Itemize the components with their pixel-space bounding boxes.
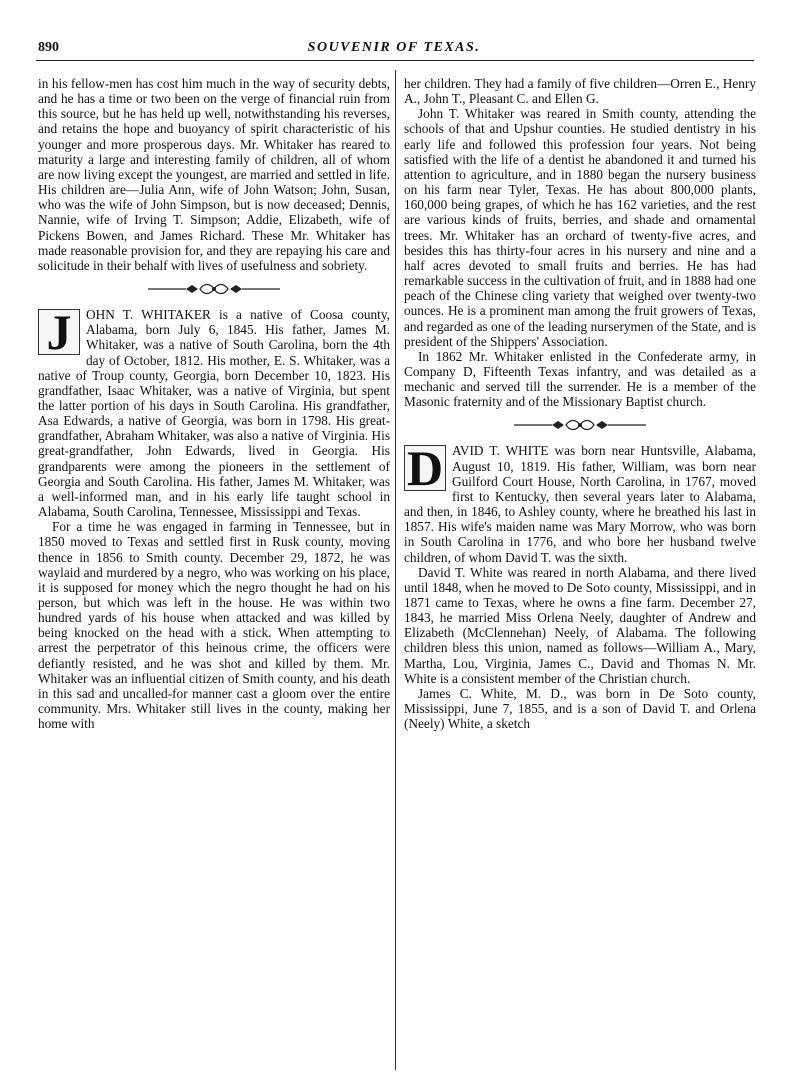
biography-david-white [404,440,756,565]
subject-name: OHN T. WHITAKER [86,307,211,323]
biography-john-whitaker [38,304,390,520]
paragraph: her children. They had a family of five children—Orren E., Henry A., John T., Pleasant C. and Ellen G. [404,76,756,107]
floral-divider-icon [404,418,756,432]
paragraph: John T. Whitaker was reared in Smith county, attending the schools of that and Upshur counties. He studied dentistry in his early life and followed this profession four years. Not being satisfied with the life of a dentist he abandoned it and turned his attention to agriculture, and in 1880 began the nursery business on his farm near Tyler, Texas. He has about 800,000 plants, 160,000 being grapes, of which he has 162 varieties, and the rest are various kinds of fruits, berries, and shade and ornamental trees. Mr. Whitaker has an orchard of twenty-five acres, and besides this has thirty-four acres in his nursery and nine and a half acres devoted to small fruits and berries. He has had remarkable success in the cultivation of fruit, and in 1888 had one peach of the Chinese cling variety that weighed over twenty-two ounces. He is a prominent man among the fruit growers of Texas, and regarded as one of the leading nurserymen of the State, and is president of the Shippers' Association. [404,106,756,349]
paragraph: In 1862 Mr. Whitaker enlisted in the Confederate army, in Company D, Fifteenth Texas infantry, and was detailed as a mechanic and served till the surrender. He is a member of the Masonic fraternity and of the Missionary Baptist church. [404,348,756,410]
right-column [404,76,756,731]
paragraph: For a time he was engaged in farming in Tennessee, but in 1850 moved to Texas and settled first in Rusk county, moving thence in 1856 to Smith county. December 29, 1872, he was waylaid and murdered by a negro, who was working on his place, it is supposed for money which the negro thought he had on his person, but which was left in the house. He was within two hundred yards of his house when attacked and was killed by being knocked on the head with a stick. When attempting to arrest the perpetrator of this heinous crime, the officers were defiantly resisted, and he was shot and killed by them. Mr. Whitaker was an influential citizen of Smith county, and his death in this sad and uncalled-for manner cast a gloom over the entire community. Mrs. Whitaker still lives in the county, making her home with [38,519,390,732]
page-header [38,40,750,60]
running-title: SOUVENIR OF TEXAS. [307,40,481,55]
paragraph: in his fellow-men has cost him much in the way of security debts, and he has a time or two been on the verge of financial ruin from this source, but he has held up well, notwithstanding his reverses, and retains the hope and buoyancy of spirit characteristic of his younger and more prosperous days. Mr. Whitaker has reared to maturity a large and interesting family of children, all of whom are now living except the youngest, are married and settled in life. His children are—Julia Ann, wife of John Watson; John, Susan, who was the wife of John Simpson, but is now deceased; Dennis, Nannie, wife of Irving T. Simpson; Addie, Elizabeth, wife of Pickens Bowen, and James Richard. These Mr. Whitaker has made reasonable provision for, and they are repaying his care and solicitude in their behalf with lives of usefulness and sobriety. [38,76,390,273]
left-column [38,76,390,731]
paragraph: was born near Huntsville, Alabama, August 10, 1819. His father, William, was born near Guilford Court House, North Carolina, in 1767, moved first to Kentucky, then several years later to Alabama, and then, in 1846, to Ashley county, where he breathed his last in 1857. His wife's maiden name was Mary Morrow, who was born in South Carolina in 1776, and who bore her husband twelve children, of whom David T. was the sixth. [404,443,756,565]
paragraph: David T. White was reared in north Alabama, and there lived until 1848, when he moved to De Soto county, Mississippi, and in 1871 came to Texas, where he owns a fine farm. December 27, 1843, he married Miss Orlena Neely, daughter of Andrew and Elizabeth (McClennehan) Neely, of Alabama. The following children bless this union, named as follows—William A., Mary, Martha, Lou, Virginia, James C., David and Thomas N. Mr. White is a consistent member of the Christian church. [404,564,756,686]
column-divider [395,70,396,1070]
header-rule [36,60,754,61]
ornamental-drop-cap-icon: D [404,445,446,491]
subject-name: AVID T. WHITE [452,443,549,459]
paragraph: is a native of Coosa county, Alabama, born July 6, 1845. His father, James M. Whitaker, was a native of South Carolina, born the 4th day of October, 1812. His mother, E. S. Whitaker, was a native of Troup county, Georgia, born December 10, 1823. His grandfather, Isaac Whitaker, was a native of Virginia, but spent the latter portion of his days in South Carolina. His grandfather, Asa Edwards, a native of Georgia, was born in 1798. His great-grandfather, Abraham Whitaker, was also a native of Virginia. His great-grandfather, John Edwards, lived in Georgia. His grandparents were among the pioneers in the settlement of Georgia and South Carolina. His father, James M. Whitaker, was a well-informed man, and in his early life taught school in Alabama, South Carolina, Tennessee, Mississippi and Texas. [38,307,390,520]
floral-divider-icon [38,282,390,296]
ornamental-drop-cap-icon: J [38,309,80,355]
page-number: 890 [38,40,59,55]
paragraph: James C. White, M. D., was born in De Soto county, Mississippi, June 7, 1855, and is a son of David T. and Orlena (Neely) White, a sketch [404,685,756,732]
